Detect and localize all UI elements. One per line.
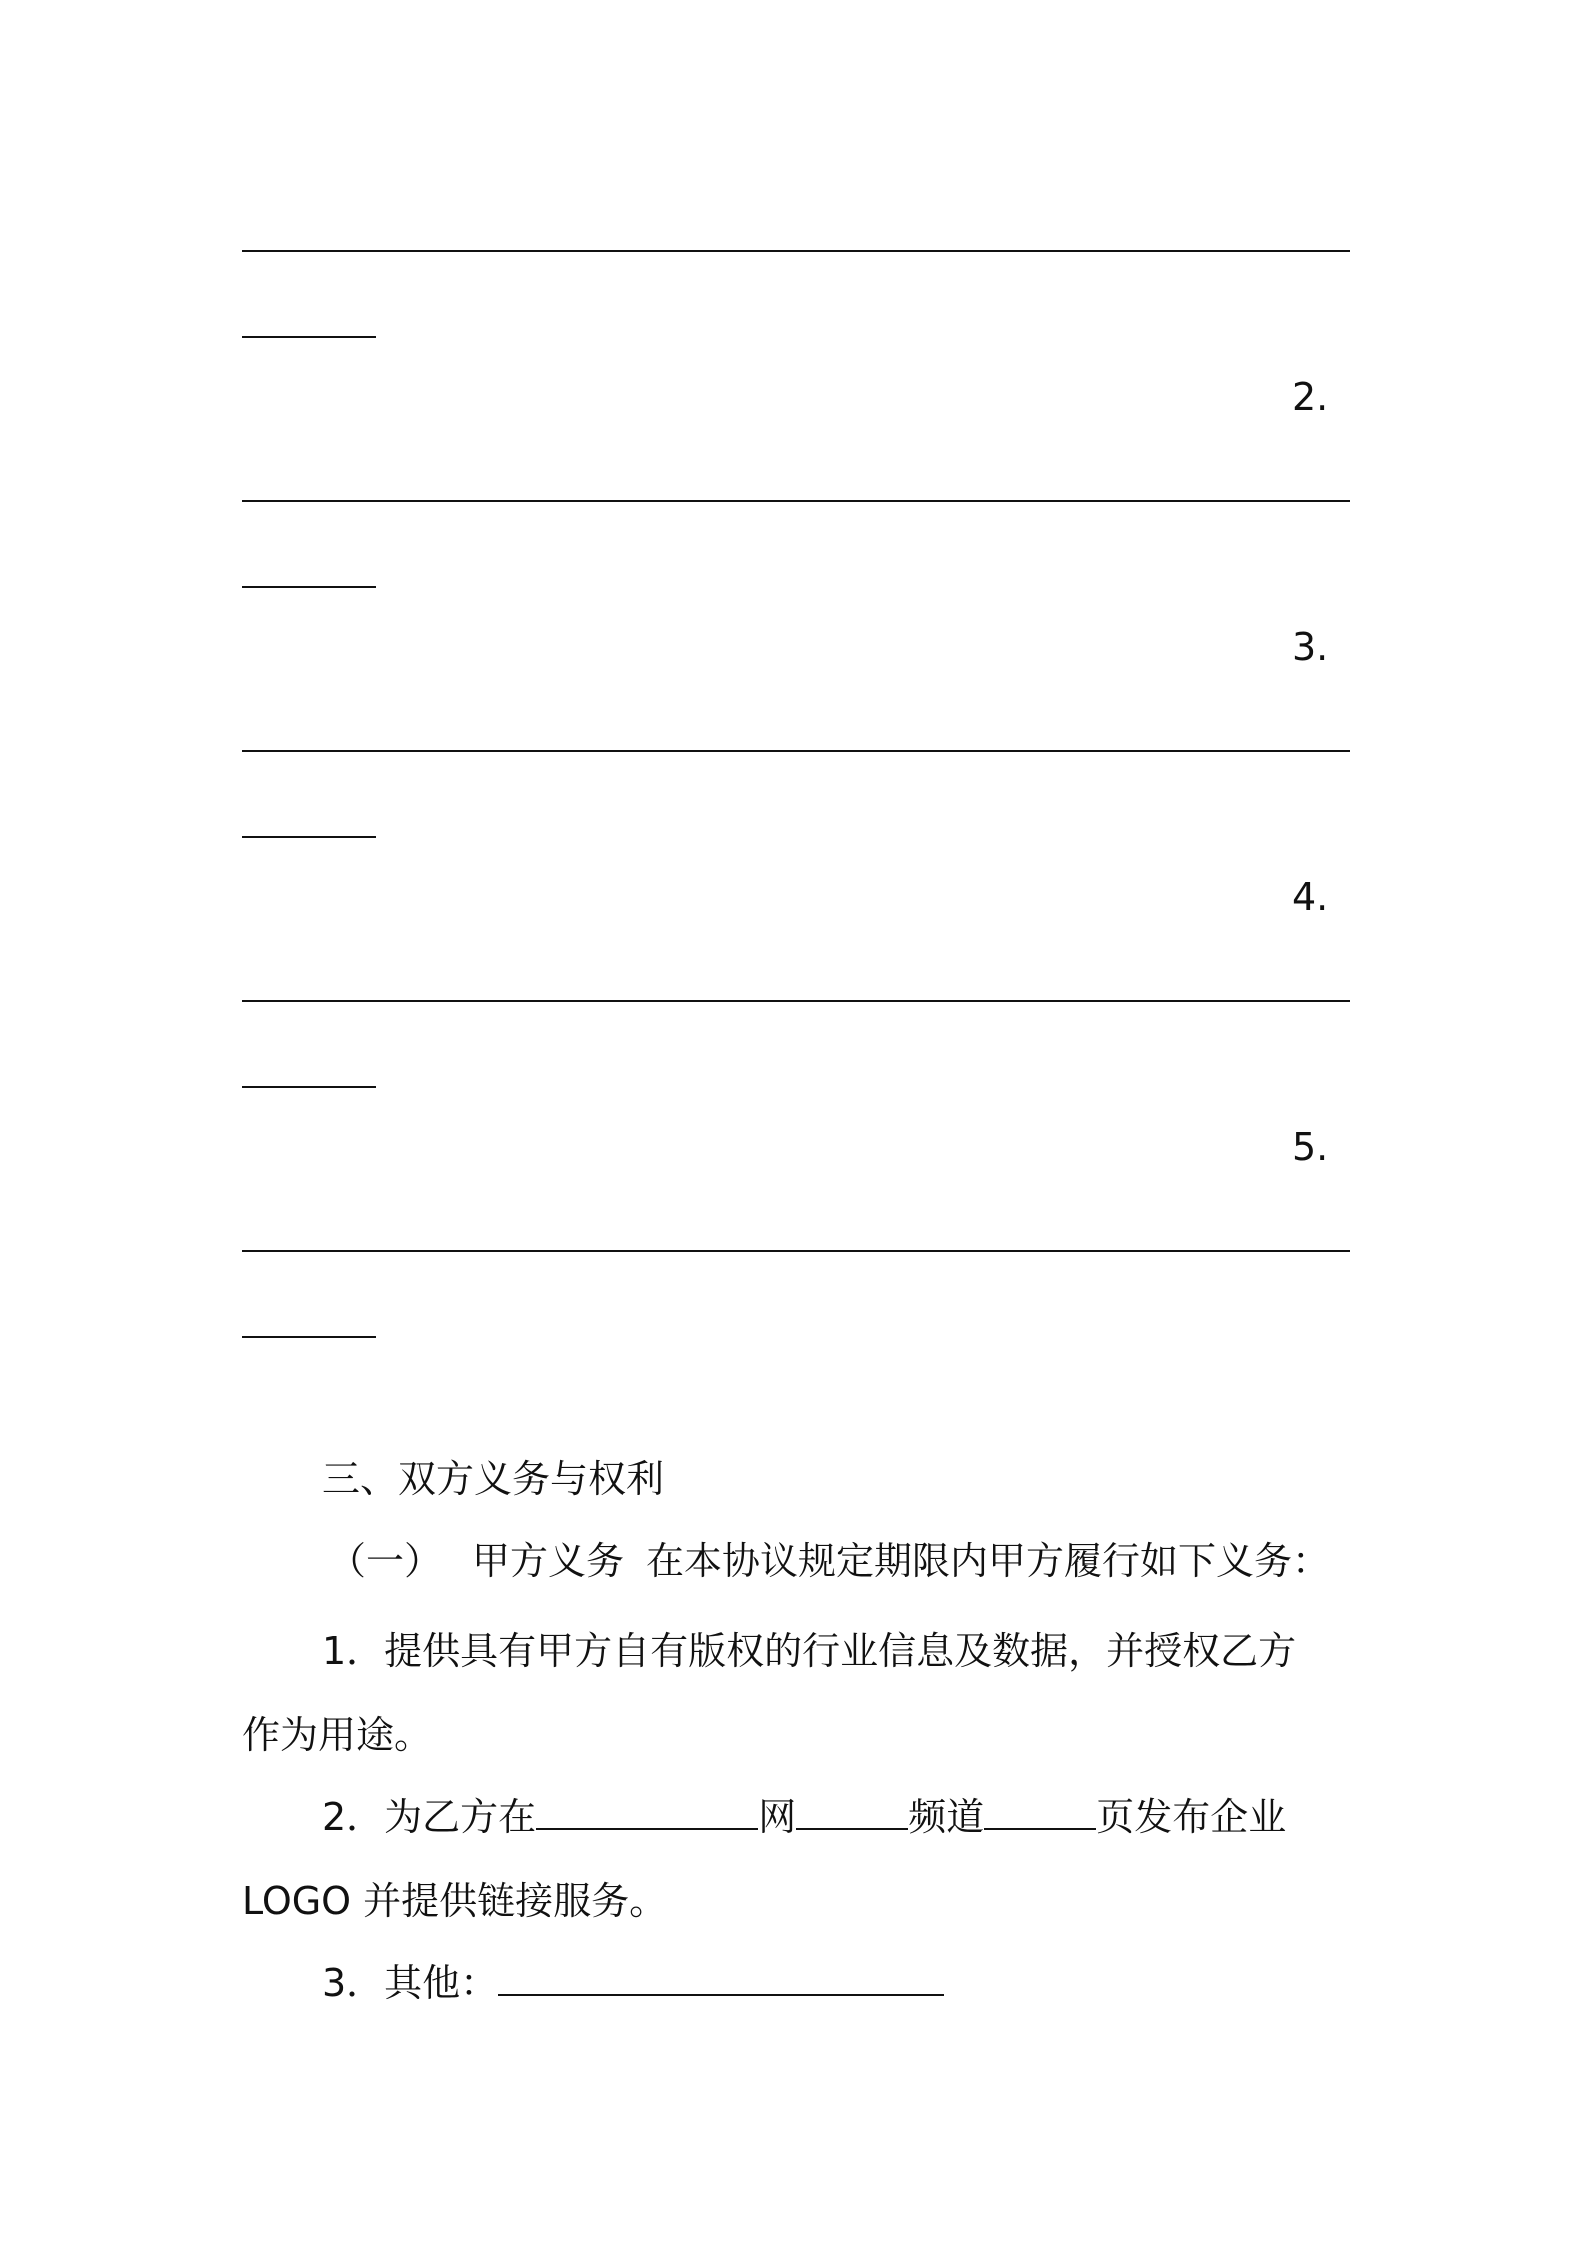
blank-line-short [242,836,376,838]
blank-line-long [242,1250,1350,1252]
blank-line-short [242,1086,376,1088]
obligation-item-3 [322,1961,944,2005]
blank-other [498,1964,944,1996]
obligation-item-1: 1．提供具有甲方自有版权的行业信息及数据，并授权乙方 [322,1629,1297,1673]
blank-line-short [242,586,376,588]
list-number: 5. [1292,1125,1329,1169]
item3-prefix: 3．其他： [322,1961,499,2005]
blank-line-short [242,336,376,338]
sub-heading [328,1539,1331,1583]
item2-mid1: 网 [758,1795,797,1839]
sub-heading-text: 在本协议规定期限内甲方履行如下义务： [646,1539,1331,1583]
blank-channel [796,1798,908,1830]
obligation-item-2-cont: LOGO 并提供链接服务。 [242,1879,668,1923]
blank-website [536,1798,758,1830]
list-number: 4. [1292,875,1329,919]
sub-heading-title: 甲方义务 [472,1539,625,1583]
obligation-item-2 [322,1795,1287,1839]
item2-mid2: 频道 [908,1795,985,1839]
blank-page [984,1798,1096,1830]
blank-line-long [242,750,1350,752]
list-number: 3. [1292,625,1329,669]
blank-line-long [242,250,1350,252]
list-number: 2. [1292,375,1329,419]
obligation-item-1-cont: 作为用途。 [242,1713,433,1757]
item2-prefix: 2．为乙方在 [322,1795,537,1839]
section-heading: 三、双方义务与权利 [322,1457,665,1501]
blank-line-short [242,1336,376,1338]
sub-heading-label: （一） [328,1539,443,1583]
item2-suffix: 页发布企业 [1096,1795,1287,1839]
blank-line-long [242,500,1350,502]
blank-line-long [242,1000,1350,1002]
